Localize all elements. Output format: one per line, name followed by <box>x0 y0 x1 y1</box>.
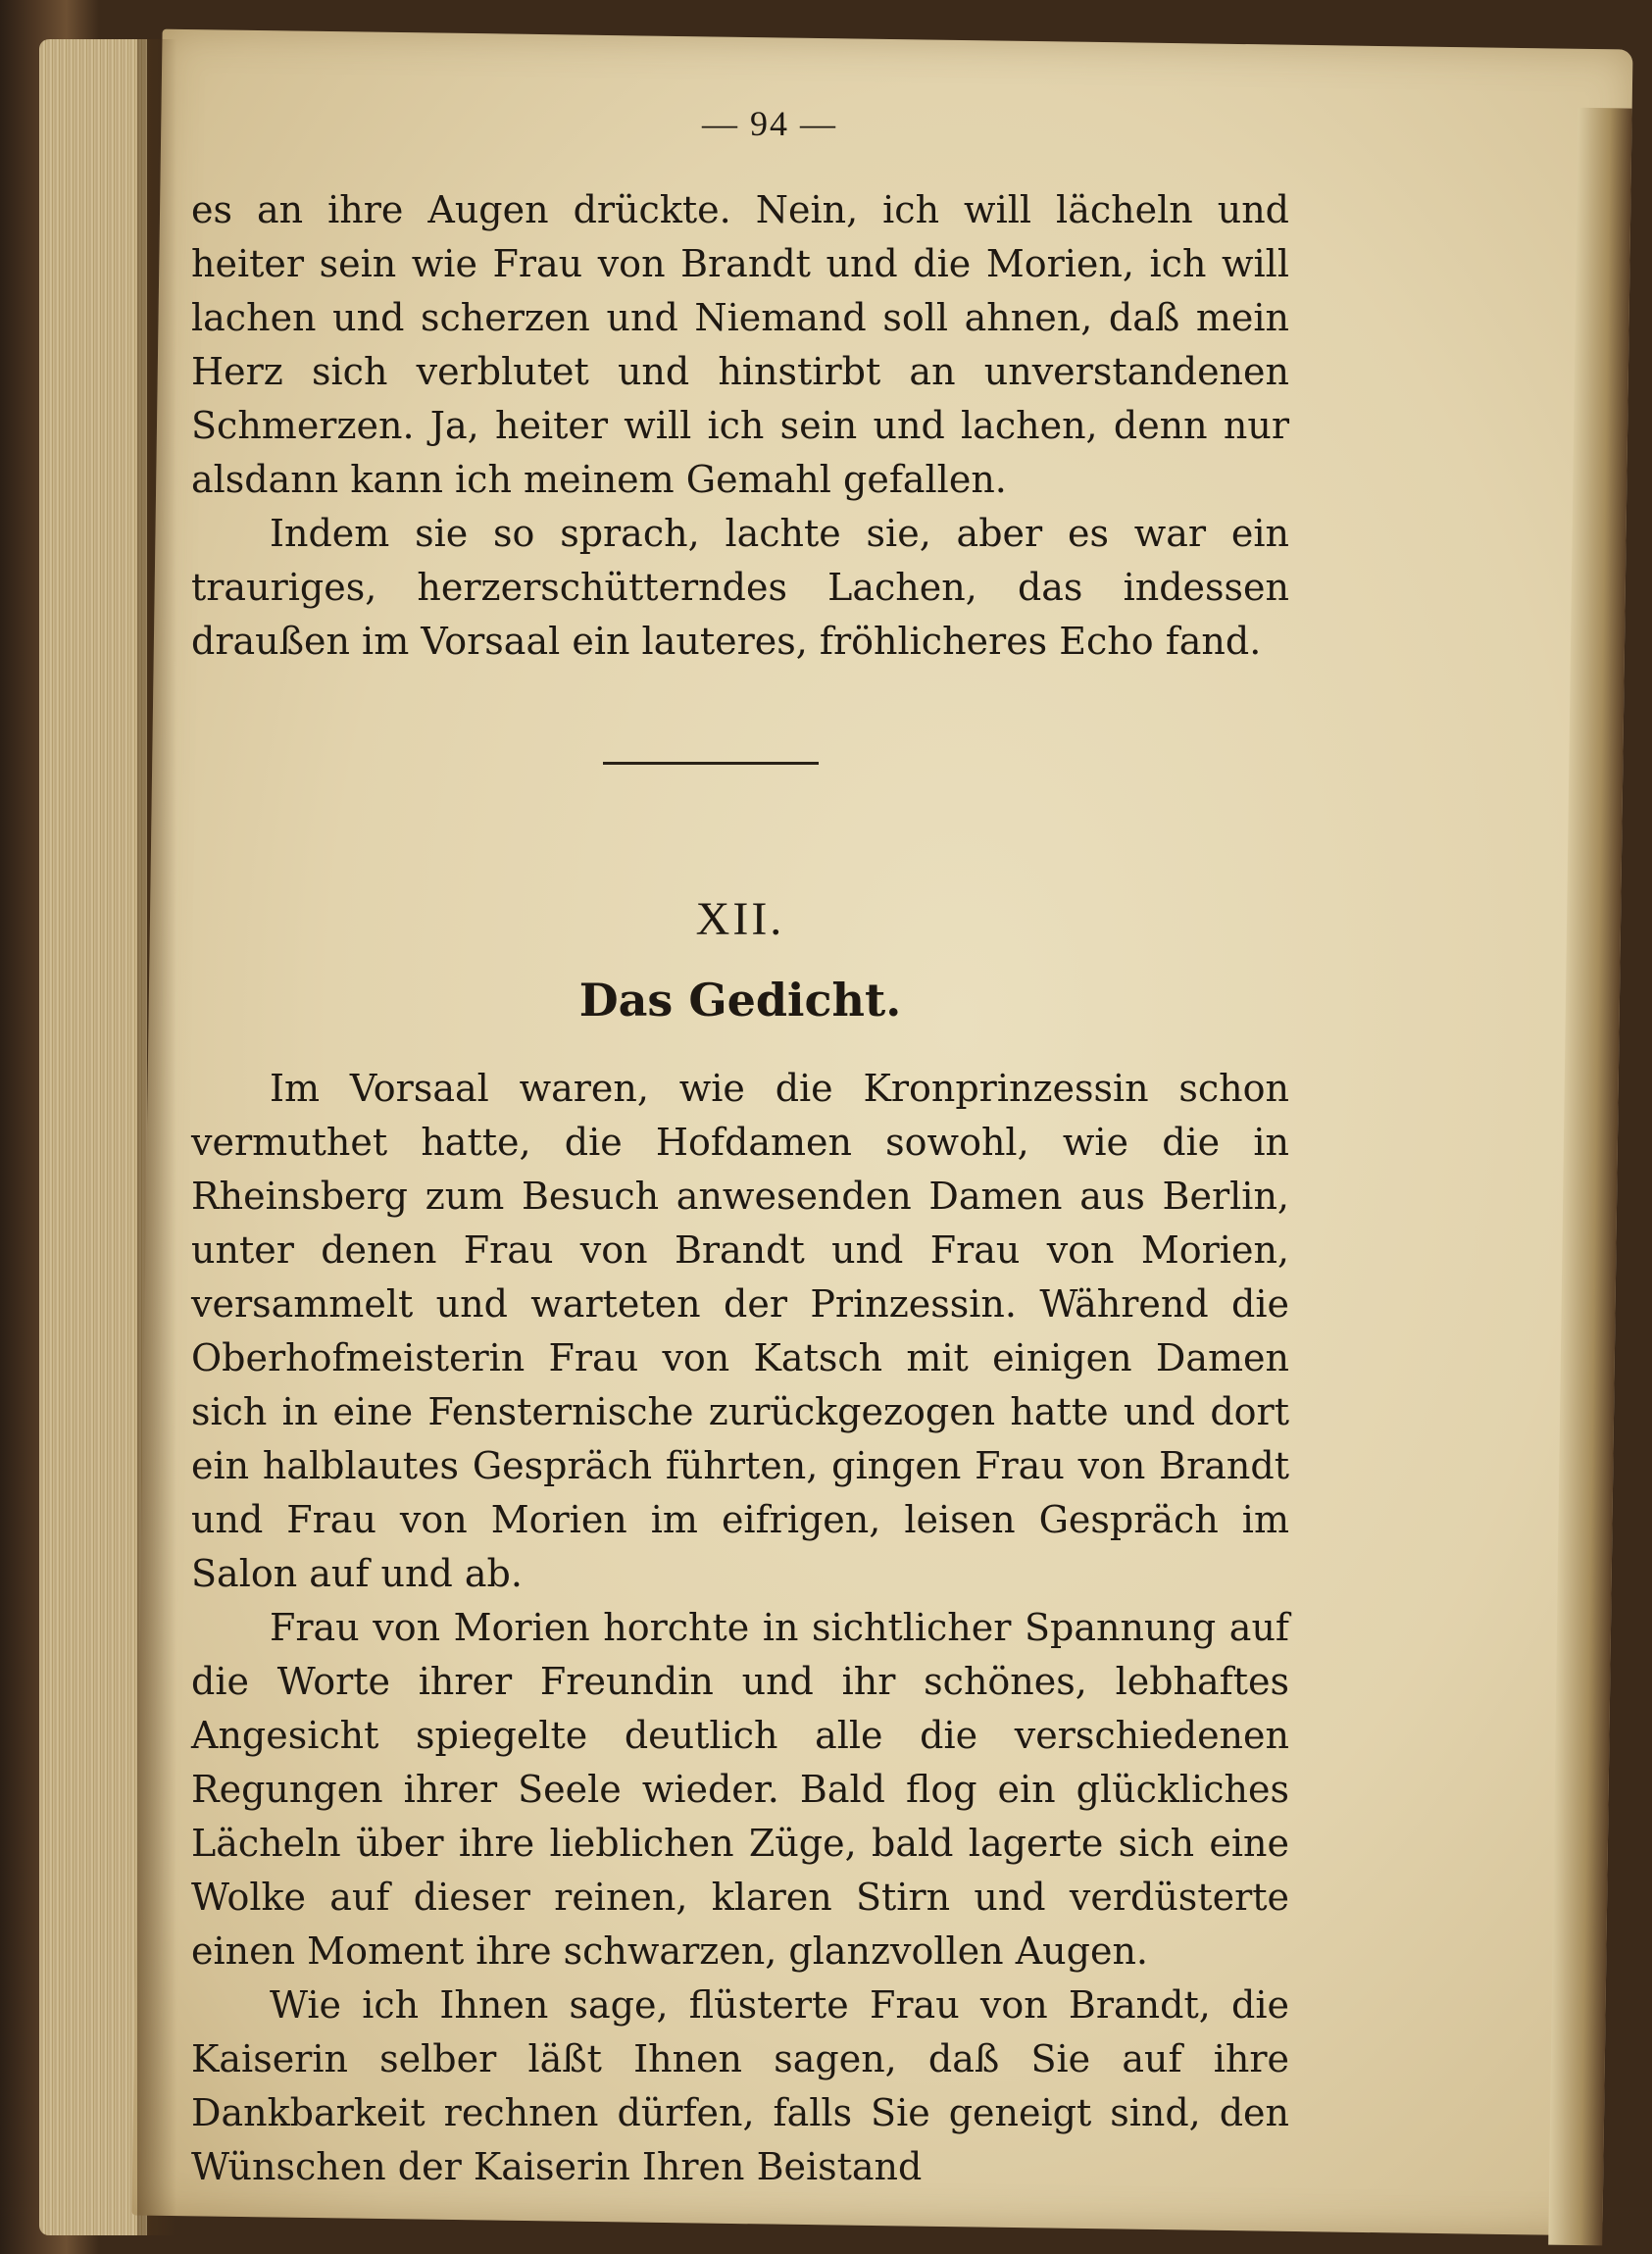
paragraph: Frau von Morien horchte in sichtlicher Spannung auf die Worte ihrer Freundin und ihr schönes, lebhaftes Angesicht spiegelte deutlich alle die verschiedenen Regungen ihrer Seele wieder. Bald flog ein glückliches Lächeln über ihre lieblichen Züge, bald lagerte sich eine Wolke auf dieser reinen, klaren Stirn und verdüsterte einen Moment ihre schwarzen, glanzvollen Augen. <box>191 1606 1289 1973</box>
paragraph: Wie ich Ihnen sage, flüsterte Frau von Brandt, die Kaiserin selber läßt Ihnen sagen, daß Sie auf ihre Dankbarkeit rechnen dürfen, falls Sie geneigt sind, den Wünschen der Kaiserin Ihren Beistand <box>191 1983 1289 2188</box>
chapter-title: Das Gedicht. <box>578 974 902 1027</box>
page-text <box>191 103 1289 2194</box>
section-divider <box>603 762 819 765</box>
page-number: — 94 — <box>702 104 837 143</box>
spine-shadow <box>137 39 176 2235</box>
page-right-edge <box>1548 108 1631 2246</box>
page-edges <box>39 39 147 2235</box>
chapter-number: XII. <box>695 893 785 945</box>
paragraph: Im Vorsaal waren, wie die Kronprinzessin schon vermuthet hatte, die Hofdamen sowohl, wie die in Rheinsberg zum Besuch anwesenden Damen aus Berlin, unter denen Frau von Brandt und Frau von Morien, versammelt und warteten der Prinzessin. Während die Oberhofmeisterin Frau von Katsch mit einigen Damen sich in eine Fensternische zurückgezogen hatte und dort ein halblautes Gespräch führten, gingen Frau von Brandt und Frau von Morien im eifrigen, leisen Gespräch im Salon auf und ab. <box>191 1067 1289 1595</box>
paragraph-continued: es an ihre Augen drückte. Nein, ich will lächeln und heiter sein wie Frau von Brandt und die Morien, ich will lachen und scherzen und Niemand soll ahnen, daß mein Herz sich verblutet und hinstirbt an unverstandenen Schmerzen. Ja, heiter will ich sein und lachen, denn nur alsdann kann ich meinem Gemahl gefallen. <box>191 188 1289 501</box>
paragraph: Indem sie so sprach, lachte sie, aber es war ein trauriges, herzerschütterndes Lachen, das indessen draußen im Vorsaal ein lauteres, fröhlicheres Echo fand. <box>191 512 1289 663</box>
